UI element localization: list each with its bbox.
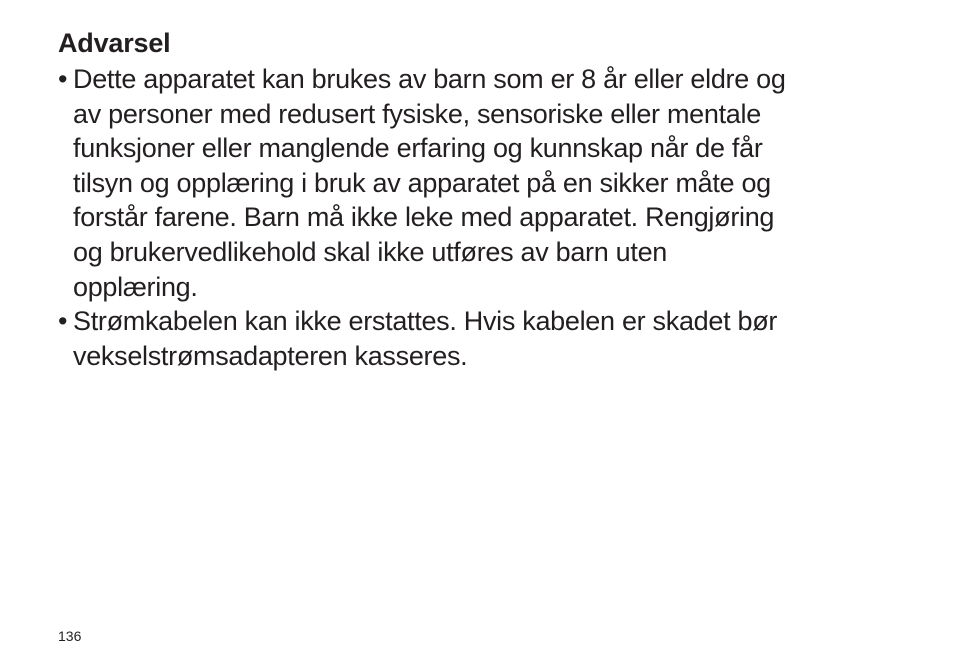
bullet-icon: • [58,64,68,94]
text-line: av personer med redusert fysiske, sensoriske eller mentale [73,98,761,129]
text-line: forstår farene. Barn må ikke leke med apparatet. Rengjøring [73,202,775,233]
text-line: funksjoner eller manglende erfaring og kunnskap når de får [73,133,763,164]
text-line: og brukervedlikehold skal ikke utføres av barn uten [73,236,668,267]
warning-list [58,62,918,373]
page-number: 136 [58,628,82,644]
text-line: Strømkabelen kan ikke erstattes. Hvis kabelen er skadet bør [73,306,778,337]
text-line: vekselstrømsadapteren kasseres. [73,340,468,371]
text-line: opplæring. [73,271,198,302]
bullet-icon: • [58,306,68,337]
text-line: tilsyn og opplæring i bruk av apparatet på en sikker måte og [73,167,771,198]
list-item [58,62,918,304]
list-item [58,304,918,373]
text-line: Dette apparatet kan brukes av barn som er 8 år eller eldre og [73,64,786,94]
section-heading: Advarsel [58,28,171,58]
